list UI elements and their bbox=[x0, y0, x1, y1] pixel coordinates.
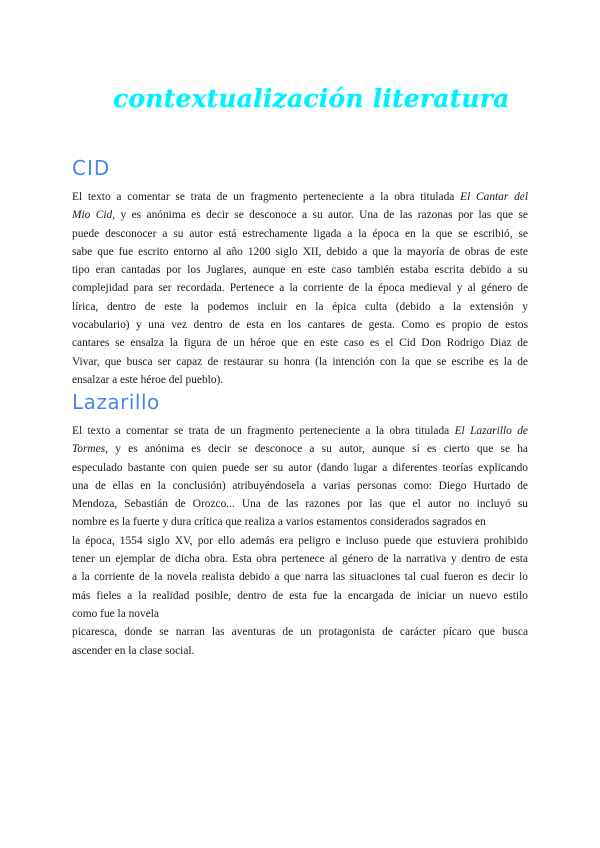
line-text: Mendoza, Sebastián de Orozco... Una de las razones por las que el autor no incluyó su bbox=[72, 498, 528, 511]
paragraph-line bbox=[72, 188, 528, 206]
line-text: una de ellas en la conclusión) atribuyéndosela a varias personas como: Diego Hurtado de bbox=[72, 479, 528, 492]
line-text: y es anónima es decir se desconoce a su autor. Una de las razonas por las que se bbox=[115, 209, 528, 222]
paragraph-line bbox=[72, 334, 528, 352]
paragraph-line bbox=[72, 550, 528, 568]
line-text: cantares se ensalza la figura de un héroe que en este caso es el Cid Don Rodrigo Diaz de bbox=[72, 337, 528, 350]
line-text: y es anónima es decir se desconoce a su autor, aunque sí es cierto que se ha bbox=[107, 443, 528, 456]
line-text: complejidad para ser recordada. Pertenece a la corriente de la época medieval y al género de bbox=[72, 282, 528, 295]
paragraph-line bbox=[72, 568, 528, 586]
line-text: picaresca, donde se narran las aventuras de un protagonista de carácter pícaro que busca bbox=[72, 626, 528, 639]
paragraph-line bbox=[72, 605, 528, 623]
paragraph-line bbox=[72, 513, 528, 531]
paragraph-line bbox=[72, 477, 528, 495]
paragraph-line bbox=[72, 353, 528, 371]
paragraph-line bbox=[72, 532, 528, 550]
paragraph-line bbox=[72, 279, 528, 297]
line-text: lírica, dentro de este la podemos incluir en la épica culta (debido a la extensión y bbox=[72, 300, 528, 313]
line-text: El texto a comentar se trata de un fragmento perteneciente a la obra titulada bbox=[72, 191, 461, 203]
section-heading-cid: CID bbox=[72, 156, 111, 180]
line-text: puede desconocer a su autor está estrechamente ligada a la época en la que se escribió, se bbox=[72, 227, 528, 240]
line-text: sabe que fue escrito entorno al año 1200 siglo XII, debido a que la mayoría de obras de este bbox=[72, 245, 528, 258]
paragraph-line bbox=[72, 206, 528, 224]
section-paragraph-lazarillo bbox=[72, 422, 528, 660]
paragraph-line bbox=[72, 422, 528, 440]
line-text: como fue la novela bbox=[72, 607, 159, 620]
section-heading-lazarillo: Lazarillo bbox=[72, 390, 160, 414]
paragraph-line bbox=[72, 587, 528, 605]
paragraph-line bbox=[72, 298, 528, 316]
document-title: contextualización literatura bbox=[113, 84, 510, 113]
line-text: tener un ejemplar de dicha obra. Esta obra pertenece al género de la narrativa y dentro de esta bbox=[72, 553, 528, 566]
paragraph-line bbox=[72, 495, 528, 513]
paragraph-line bbox=[72, 371, 528, 389]
paragraph-line bbox=[72, 440, 528, 458]
line-text: vocabulario) y una vez dentro de esta en los cantares de gesta. Como es propio de estos bbox=[72, 319, 528, 332]
line-text: ascender en la clase social. bbox=[72, 644, 195, 657]
paragraph-line bbox=[72, 642, 528, 660]
line-text: tipo eran cantadas por los Juglares, aunque en este caso también estaba escrita debido a su bbox=[72, 264, 528, 277]
paragraph-line bbox=[72, 225, 528, 243]
line-text: El texto a comentar se trata de un fragmento perteneciente a la obra titulada bbox=[72, 425, 455, 437]
paragraph-line bbox=[72, 459, 528, 477]
work-title-italic: Mio Cid, bbox=[72, 209, 116, 222]
paragraph-line bbox=[72, 243, 528, 261]
line-text: ensalzar a este héroe del pueblo). bbox=[72, 373, 224, 386]
work-title-italic: El Cantar del bbox=[460, 191, 528, 203]
work-title-italic: El Lazarillo de bbox=[454, 425, 528, 437]
line-text: Vivar, que busca ser capaz de restaurar su honra (la intención con la que se escribe es la de bbox=[72, 355, 528, 368]
line-text: especulado bastante con quien puede ser su autor (dando lugar a diferentes teorías explicando bbox=[72, 461, 528, 474]
section-paragraph-cid bbox=[72, 188, 528, 389]
paragraph-line bbox=[72, 316, 528, 334]
paragraph-line bbox=[72, 623, 528, 641]
line-text: más fieles a la realidad posible, dentro de esta fue la encargada de iniciar un nuevo estilo bbox=[72, 589, 528, 602]
paragraph-line bbox=[72, 261, 528, 279]
line-text: la época, 1554 siglo XV, por ello además era peligro e incluso puede que estuviera prohibido bbox=[72, 534, 528, 547]
work-title-italic: Tormes, bbox=[72, 443, 108, 456]
line-text: a la corriente de la novela realista debido a que narra las situaciones tal cual fueron es decir lo bbox=[72, 571, 528, 584]
line-text: nombre es la fuerte y dura crítica que realiza a varios estamentos considerados sagrados en bbox=[72, 516, 486, 529]
